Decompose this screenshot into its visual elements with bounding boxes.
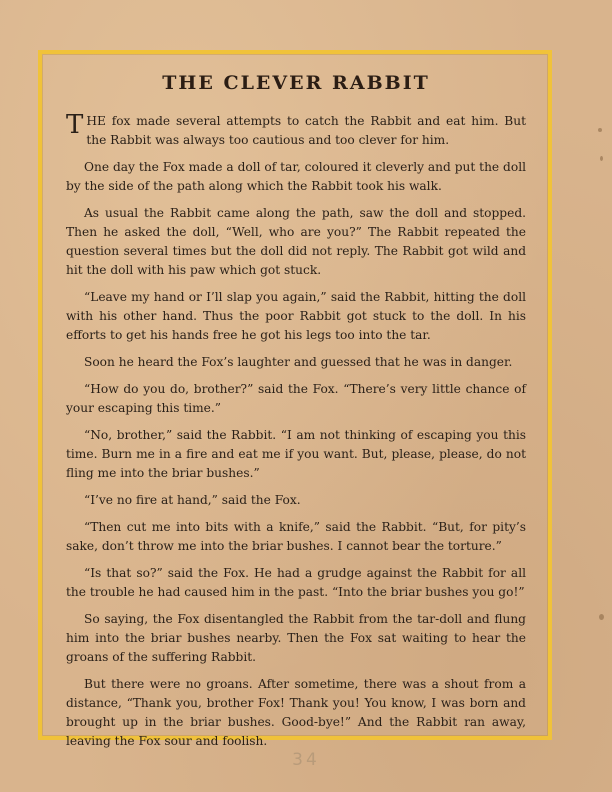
paragraph: “Leave my hand or I’ll slap you again,” said the Rabbit, hitting the doll with his other hand. Thus the poor Rabbit got stuck to the doll. In his efforts to get his hands free he got his legs too into the tar. xyxy=(66,290,526,342)
drop-cap: T xyxy=(66,110,84,140)
paragraph: “Is that so?” said the Fox. He had a grudge against the Rabbit for all the trouble he had caused him in the past. “Into the briar bushes you go!” xyxy=(66,566,526,599)
paragraph: “No, brother,” said the Rabbit. “I am not thinking of escaping you this time. Burn me in a fire and eat me if you want. But, please, please, do not fling me into the briar bushes.” xyxy=(66,428,526,480)
paragraph: “I’ve no fire at hand,” said the Fox. xyxy=(84,493,301,507)
story-title: THE CLEVER RABBIT xyxy=(162,72,430,94)
paragraph: As usual the Rabbit came along the path, saw the doll and stopped. Then he asked the doll, “Well, who are you?” The Rabbit repeated the question several times but the doll did not reply. The Rabbit got wild and hit the doll with his paw which got stuck. xyxy=(66,206,526,277)
page-number: 34 xyxy=(292,750,320,770)
story-body xyxy=(66,72,526,759)
paragraph: One day the Fox made a doll of tar, coloured it cleverly and put the doll by the side of the path along which the Rabbit took his walk. xyxy=(66,160,526,193)
paper-speck xyxy=(599,614,604,620)
paragraph: So saying, the Fox disentangled the Rabbit from the tar-doll and flung him into the briar bushes nearby. Then the Fox sat waiting to hear the groans of the suffering Rabbit. xyxy=(66,612,526,664)
paragraph: But there were no groans. After sometime, there was a shout from a distance, “Thank you, brother Fox! Thank you! You know, I was born and brought up in the briar bushes. Good-bye!” And the Rabbit ran away, leaving the Fox sour and foolish. xyxy=(66,677,526,748)
paragraph: “Then cut me into bits with a knife,” said the Rabbit. “But, for pity’s sake, don’t throw me into the briar bushes. I cannot bear the torture.” xyxy=(66,520,526,553)
paragraph xyxy=(66,112,526,150)
paragraph: Soon he heard the Fox’s laughter and guessed that he was in danger. xyxy=(84,355,513,369)
paper-speck xyxy=(600,156,603,161)
paper-speck xyxy=(598,128,602,132)
paragraph: “How do you do, brother?” said the Fox. “There’s very little chance of your escaping this time.” xyxy=(66,382,526,415)
paragraph-text: HE fox made several attempts to catch the Rabbit and eat him. But the Rabbit was always too cautious and too clever for him. xyxy=(86,114,526,147)
